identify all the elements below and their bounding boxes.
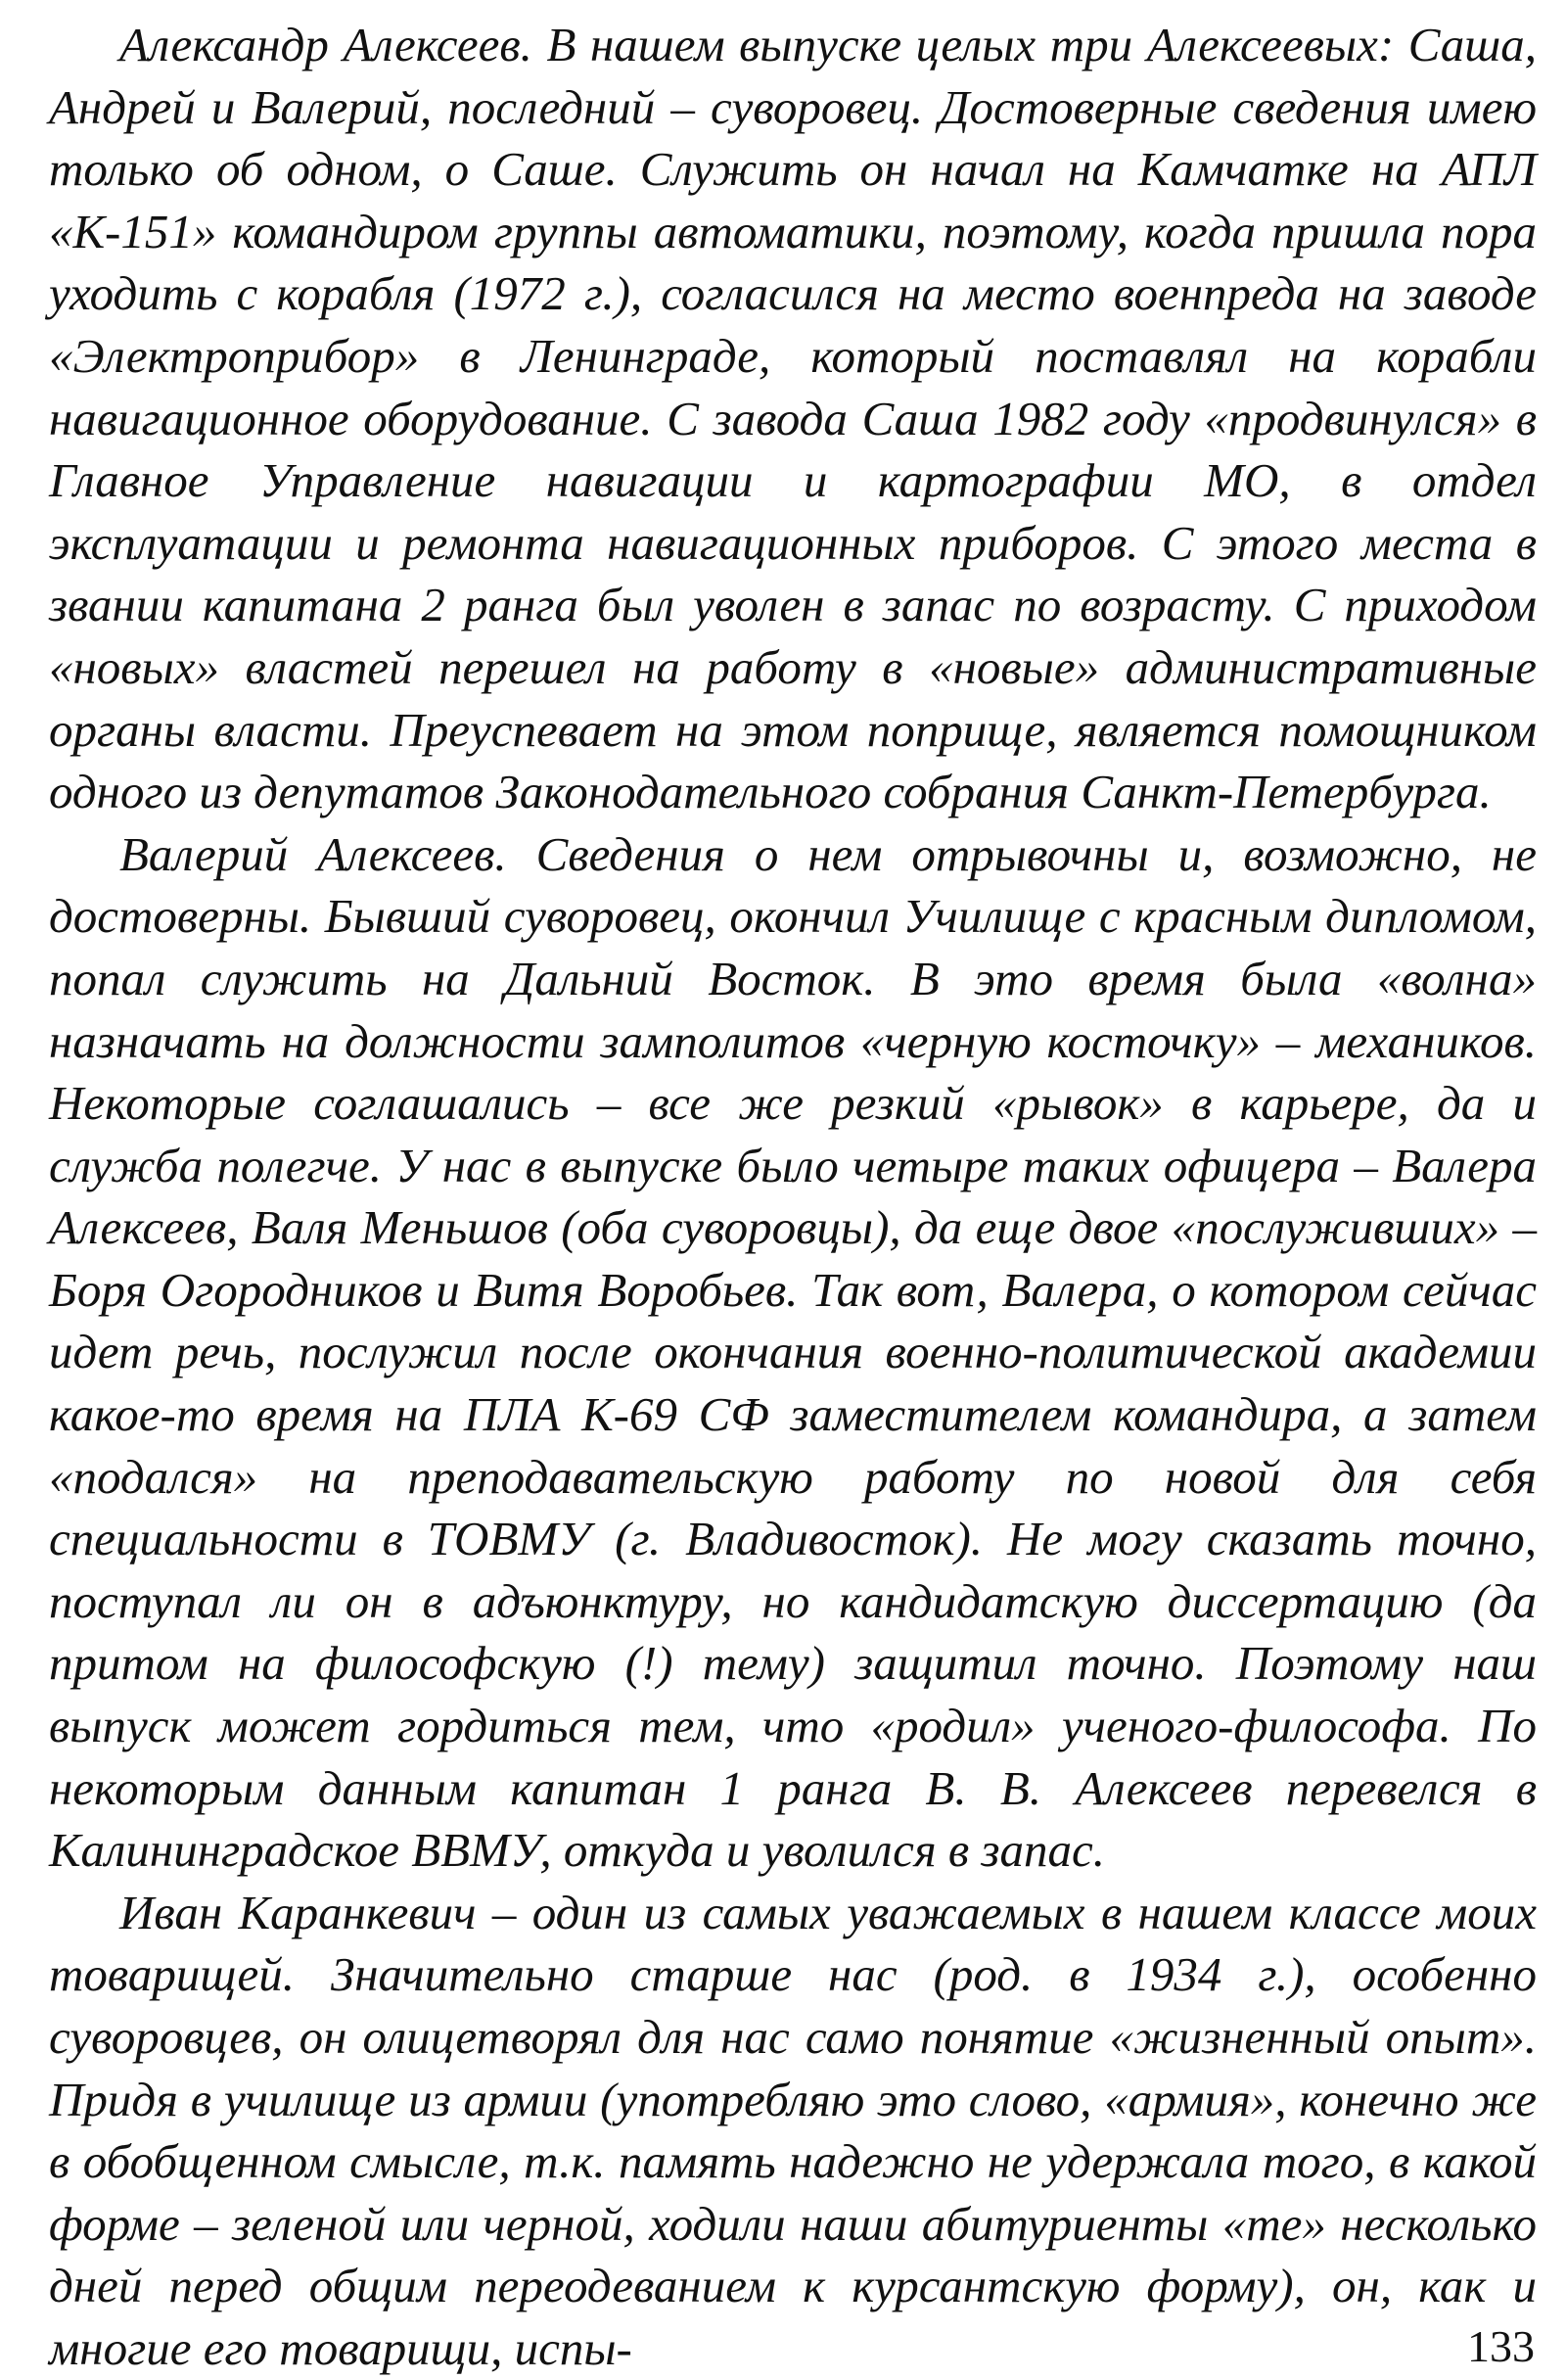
book-page bbox=[49, 14, 1537, 2375]
page-number: 133 bbox=[1467, 2321, 1535, 2371]
paragraph-aleksandr-alekseev: Александр Алексеев. В нашем выпуске целых три Алексеевых: Саша, Андрей и Валерий, последний – суворовец. Достоверные сведения имею только об одном, о Саше. Служить он начал на Камчатке на АПЛ «К-151» командиром группы автоматики, поэтому, когда пришла пора уходить с корабля (1972 г.), согласился на место военпреда на заводе «Электроприбор» в Ленинграде, который поставлял на корабли навигационное оборудование. С завода Саша 1982 году «продвинулся» в Главное Управление навигации и картографии МО, в отдел эксплуатации и ремонта навигационных приборов. С этого места в звании капитана 2 ранга был уволен в запас по возрасту. С приходом «новых» властей перешел на работу в «новые» административные органы власти. Преуспевает на этом поприще, является помощником одного из депутатов Законодательного собрания Санкт-Петербурга. bbox=[49, 18, 1537, 819]
paragraph-ivan-karankevich: Иван Каранкевич – один из самых уважаемых в нашем классе моих товарищей. Значительно старше нас (род. в 1934 г.), особенно суворовцев, он олицетворял для нас само понятие «жизненный опыт». Придя в училище из армии (употребляю это слово, «армия», конечно же в обобщенном смысле, т.к. память надежно не удержала того, в какой форме – зеленой или черной, ходили наши абитуриенты «те» несколько дней перед общим переодеванием к курсантскую форму), он, как и многие его товарищи, испы- bbox=[49, 1885, 1537, 2375]
paragraph-valeriy-alekseev: Валерий Алексеев. Сведения о нем отрывочны и, возможно, не достоверны. Бывший суворовец, окончил Училище с красным дипломом, попал служить на Дальний Восток. В это время была «волна» назначать на должности замполитов «черную косточку» – механиков. Некоторые соглашались – все же резкий «рывок» в карьере, да и служба полегче. У нас в выпуске было четыре таких офицера – Валера Алексеев, Валя Меньшов (оба суворовцы), да еще двое «послуживших» – Боря Огородников и Витя Воробьев. Так вот, Валера, о котором сейчас идет речь, послужил после окончания военно-политической академии какое-то время на ПЛА К-69 СФ заместителем командира, а затем «подался» на преподавательскую работу по новой для себя специальности в ТОВМУ (г. Владивосток). Не могу сказать точно, поступал ли он в адъюнктуру, но кандидатскую диссертацию (да притом на философскую (!) тему) защитил точно. Поэтому наш выпуск может гордиться тем, что «родил» ученого-философа. По некоторым данным капитан 1 ранга В. В. Алексеев перевелся в Калининградское ВВМУ, откуда и уволился в запас. bbox=[49, 826, 1537, 1878]
